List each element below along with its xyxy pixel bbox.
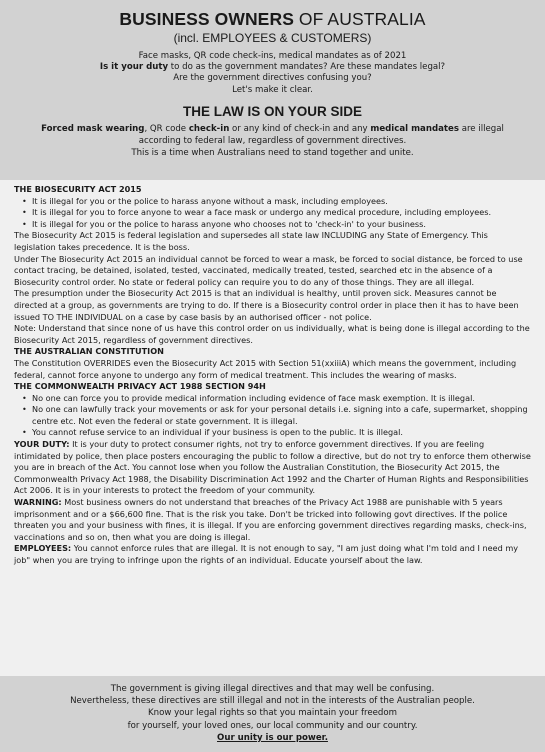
biosecurity-list [14, 196, 531, 231]
lead-bold-2: check-in [188, 123, 230, 134]
intro-line-3: Are the government directives confusing you? [173, 73, 372, 84]
footer-line-2: Nevertheless, these directives are still illegal and not in the interests of the Australian people. [70, 696, 475, 707]
law-heading: THE LAW IS ON YOUR SIDE [182, 103, 363, 119]
list-item: • No one can lawfully track your movements or ask for your personal details i.e. signing into a cafe, supermarket, shopping centre etc. Not even the federal or state government. It is illegal. [22, 404, 531, 427]
employees-text: You cannot enforce rules that are illegal. It is not enough to say, "I am just doing what I'm told and I need my job" when you are trying to infringe upon the rights of an individual. Educate yourself about the law. [14, 543, 519, 565]
intro-line-2-bold: Is it your duty [99, 62, 169, 73]
intro-line-2 [0, 62, 545, 73]
lead-line-3: This is a time when Australians need to stand together and unite. [131, 147, 414, 158]
poster-header [0, 0, 545, 159]
lead-text [0, 123, 545, 159]
duty-label: YOUR DUTY: [14, 439, 70, 450]
biosecurity-para-1: The Biosecurity Act 2015 is federal legislation and supersedes all state law INCLUDING any State of Emergency. This legislation takes precedence. It is the boss. [14, 230, 488, 252]
employees-label: EMPLOYEES: [14, 543, 72, 554]
footer-line-4: for yourself, your loved ones, our local community and our country. [127, 720, 418, 731]
list-item: • No one can force you to provide medical information including evidence of face mask exemption. It is illegal. [22, 393, 531, 405]
intro-text [0, 51, 545, 96]
footer-line-3: Know your legal rights so that you maintain your freedom [147, 708, 397, 719]
lead-bold-1: Forced mask wearing [41, 123, 145, 134]
page-title [0, 9, 545, 29]
lead-line-2: according to federal law, regardless of government directives. [138, 135, 407, 146]
lead-bold-3: medical mandates [370, 123, 459, 134]
list-item: • It is illegal for you or the police to harass anyone without a mask, including employees. [22, 196, 531, 208]
list-item: • It is illegal for you to force anyone to wear a face mask or undergo any medical procedure, including employees. [22, 207, 531, 219]
lead-line-1 [0, 123, 545, 135]
page-subtitle: (incl. EMPLOYEES & CUSTOMERS) [173, 31, 372, 45]
footer-slogan: Our unity is our power. [217, 732, 328, 743]
lead-text-3: are illegal [458, 123, 504, 134]
title-bold: BUSINESS OWNERS [119, 9, 294, 29]
duty-text: It is your duty to protect consumer rights, not try to enforce government directives. If you are feeling intimidated by police, then place posters encouraging the public to follow a directive, but do not try to enforce them otherwise you are in breach of the Act. You cannot lose when you follow the Australian Constitution, the Biosecurity Act 2015, the Commonwealth Privacy Act 1988, the Disability Discrimination Act 1992 and the Charter of Human Rights and Responsibilities Act 2006. It is in your interests to protect the freedom of your community. [14, 439, 531, 496]
biosecurity-note: Note: Understand that since none of us have this control order on us individually, what is being done is illegal according to the Biosecurity Act 2015, regardless of government directives. [14, 323, 530, 345]
intro-line-4: Let's make it clear. [232, 84, 313, 95]
lead-text-2: or any kind of check-in and any [229, 123, 371, 134]
poster-footer [0, 676, 545, 752]
biosecurity-heading: THE BIOSECURITY ACT 2015 [14, 184, 142, 194]
intro-line-1: Face masks, QR code check-ins, medical mandates as of 2021 [138, 51, 407, 61]
constitution-heading: THE AUSTRALIAN CONSTITUTION [14, 346, 164, 357]
list-item: • You cannot refuse service to an individual if your business is open to the public. It is illegal. [22, 427, 531, 439]
biosecurity-para-2: Under The Biosecurity Act 2015 an individual cannot be forced to wear a mask, be forced to social distance, be forced to use contact tracing, be detained, isolated, tested, vaccinated, medically treated, tested, searched etc in the absence of a Biosecurity control order. No state or federal policy can require you to do any of those things. They are all illegal. [14, 253, 523, 287]
list-item: • It is illegal for you or the police to harass anyone who chooses not to 'check-in' to your business. [22, 219, 531, 231]
constitution-para: The Constitution OVERRIDES even the Biosecurity Act 2015 with Section 51(xxiiiA) which means the government, including federal, cannot force anyone to undergo any form of medical treatment. This includes the wearing of masks. [14, 357, 517, 380]
privacy-list [14, 393, 531, 439]
biosecurity-para-3: The presumption under the Biosecurity Act 2015 is that an individual is healthy, until proven sick. Measures cannot be directed at a group, as governments are trying to do. If there is a Biosecurity control order in place then it has to have been issued TO THE INDIVIDUAL on a case by case basis by an authorised officer - not police. [14, 288, 519, 322]
employees-para [14, 543, 531, 566]
warning-label: WARNING: [14, 497, 62, 508]
warning-text: Most business owners do not understand that breaches of the Privacy Act 1988 are punishable with 5 years imprisonment and or a $66,600 fine. That is the risk you take. Don't be tricked into following govt directives. If the police threaten you and your business with fines, it is illegal. If you are enforcing government directives regarding masks, check-ins, vaccinations and so on, then what you are doing is illegal. [14, 497, 527, 542]
main-body [0, 180, 545, 676]
intro-line-2-rest: to do as the government mandates? Are these mandates legal? [168, 62, 446, 73]
duty-para [14, 439, 531, 497]
warning-para [14, 497, 531, 543]
privacy-heading: THE COMMONWEALTH PRIVACY ACT 1988 SECTION 94H [14, 381, 266, 392]
title-light: OF AUSTRALIA [293, 9, 426, 29]
lead-text-1: , QR code [144, 123, 189, 134]
footer-line-1: The government is giving illegal directives and that may well be confusing. [110, 684, 435, 694]
